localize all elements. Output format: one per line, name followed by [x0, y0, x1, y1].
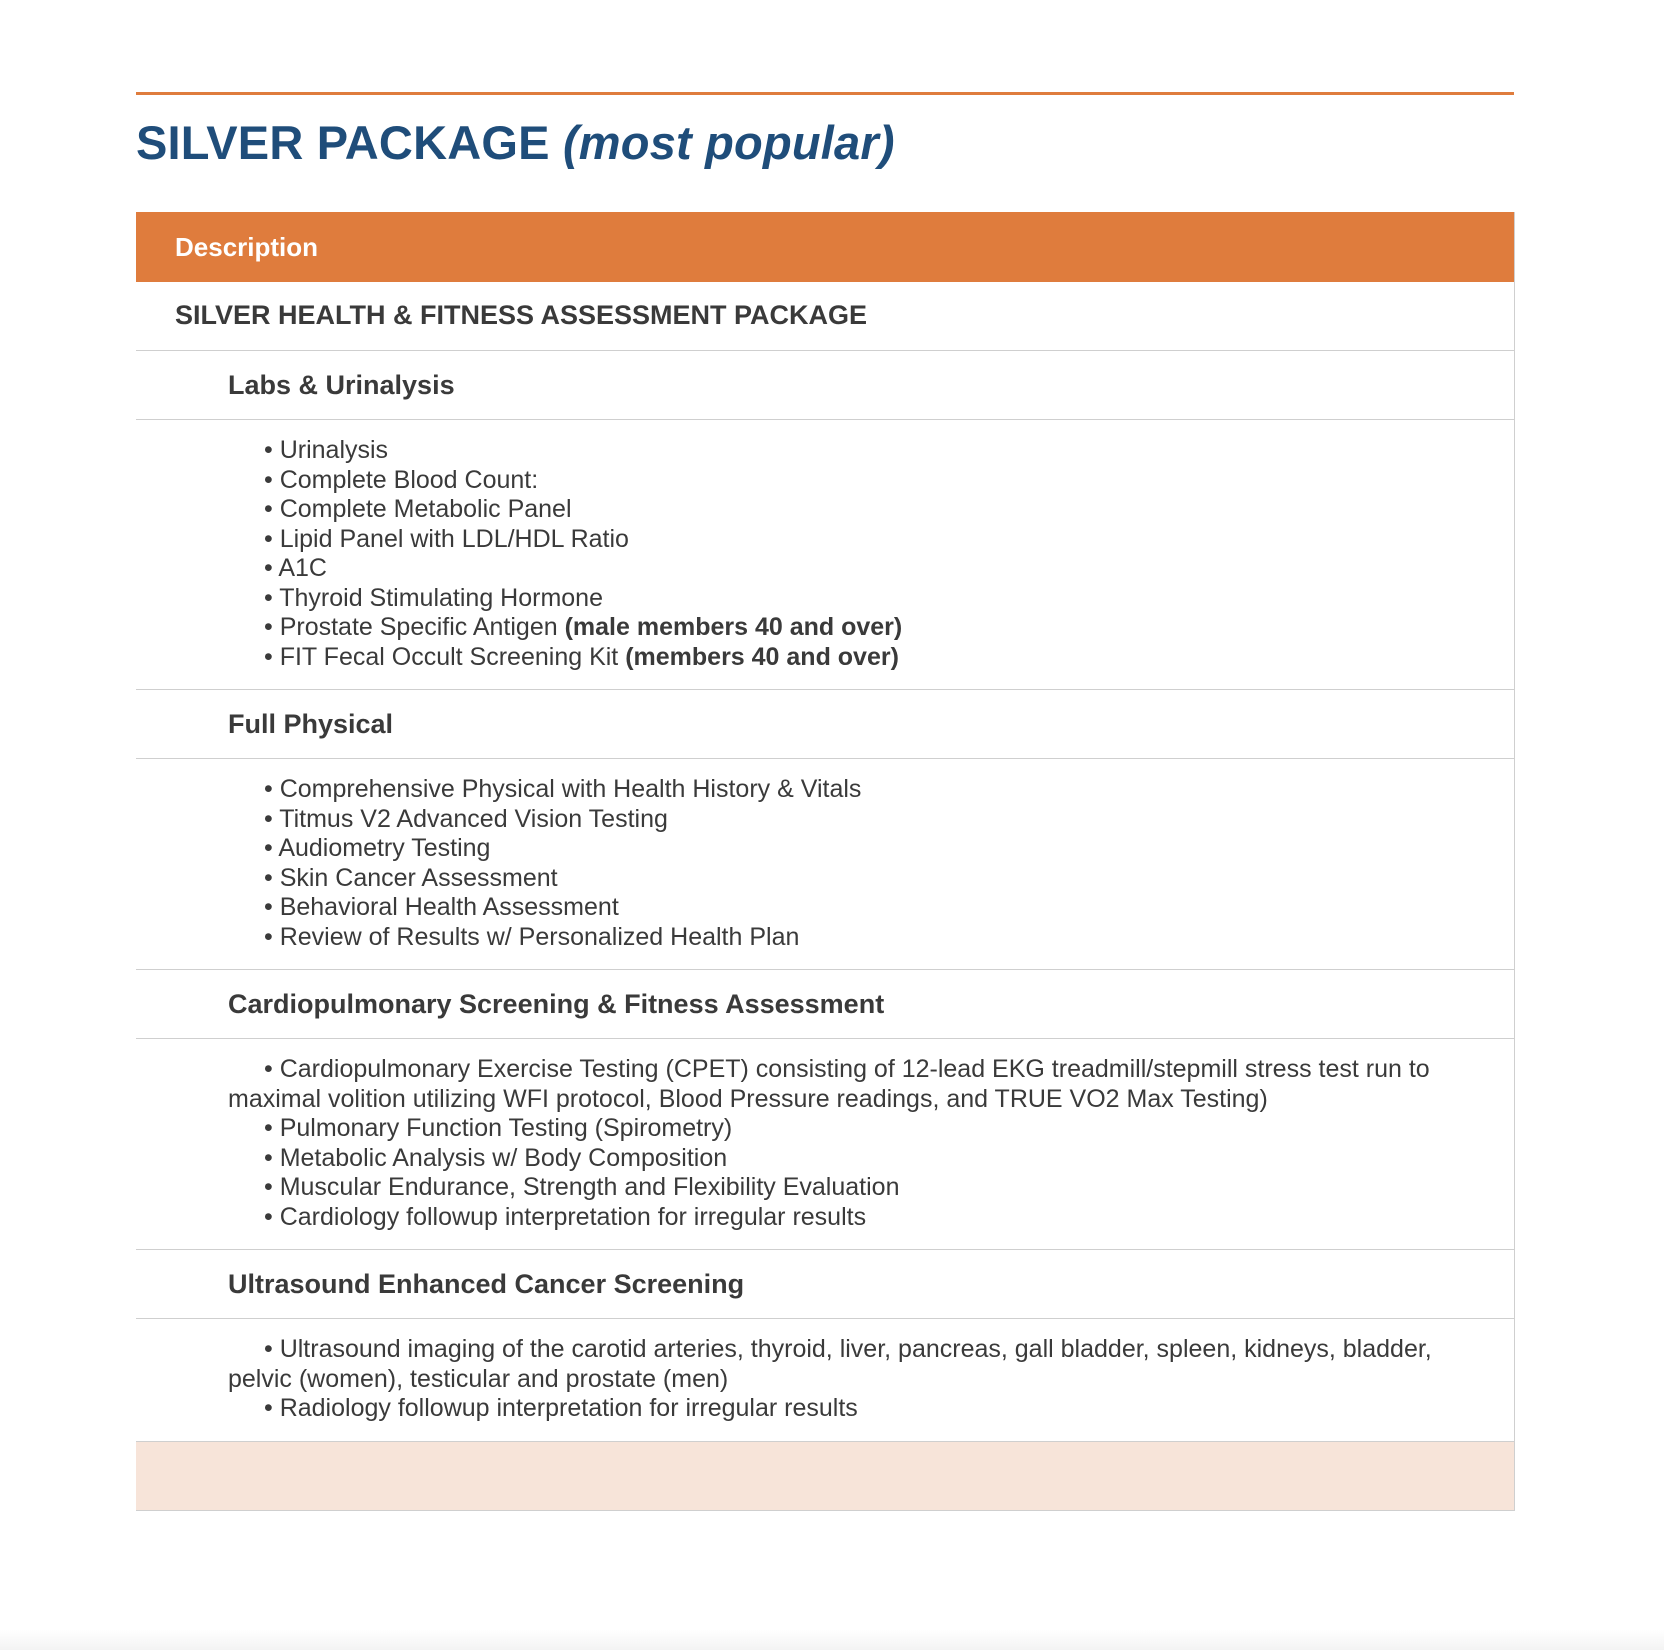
- list-item-text: • Urinalysis: [264, 436, 389, 464]
- list-item: [228, 1173, 1494, 1203]
- list-item-text: • Cardiology followup interpretation for irregular results: [264, 1202, 867, 1231]
- section-item-list: [136, 1319, 1514, 1442]
- section-heading: Full Physical: [136, 690, 1514, 759]
- list-item: [228, 436, 1494, 466]
- table-footer-row: [136, 1442, 1514, 1511]
- list-item-text: • Pulmonary Function Testing (Spirometry): [264, 1114, 733, 1142]
- section-heading: Cardiopulmonary Screening & Fitness Assessment: [136, 970, 1514, 1039]
- package-table: [136, 212, 1515, 1511]
- section-heading: Ultrasound Enhanced Cancer Screening: [136, 1250, 1514, 1319]
- list-item: [228, 525, 1494, 555]
- list-item: [228, 554, 1494, 584]
- list-item-text: • Complete Blood Count:: [264, 465, 539, 494]
- section-heading: Labs & Urinalysis: [136, 351, 1514, 420]
- page-title: [136, 115, 1514, 171]
- list-item: [228, 466, 1494, 496]
- list-item-text: • Metabolic Analysis w/ Body Composition: [264, 1143, 728, 1172]
- list-item-text: • Lipid Panel with LDL/HDL Ratio: [264, 524, 629, 553]
- list-item: [228, 1203, 1494, 1233]
- list-item: [228, 805, 1494, 835]
- package-name-row: SILVER HEALTH & FITNESS ASSESSMENT PACKAGE: [136, 282, 1514, 351]
- list-item-text: • Radiology followup interpretation for irregular results: [264, 1394, 858, 1422]
- list-item-text: • Ultrasound imaging of the carotid arteries, thyroid, liver, pancreas, gall bladder, spleen, kidneys, bladder, pelvic (women), testicular and prostate (men): [228, 1335, 1432, 1393]
- list-item-text: • Review of Results w/ Personalized Health Plan: [264, 922, 800, 951]
- list-item-text: • Muscular Endurance, Strength and Flexibility Evaluation: [264, 1173, 900, 1201]
- list-item: [228, 495, 1494, 525]
- list-item-text: • Prostate Specific Antigen: [264, 613, 565, 641]
- list-item-text: • Titmus V2 Advanced Vision Testing: [264, 804, 668, 833]
- section-item-list: [136, 759, 1514, 970]
- table-header: Description: [136, 212, 1514, 282]
- sections-container: [136, 351, 1514, 1442]
- bottom-shade: [0, 1630, 1664, 1650]
- section-item-list: [136, 1039, 1514, 1250]
- document-page: [136, 92, 1514, 1511]
- list-item-text: • Thyroid Stimulating Hormone: [264, 583, 603, 612]
- list-item: [228, 643, 1494, 673]
- list-item-text: • Behavioral Health Assessment: [264, 893, 619, 921]
- list-item: [228, 834, 1494, 864]
- list-item-text: • FIT Fecal Occult Screening Kit: [264, 642, 626, 671]
- list-item-text: • A1C: [264, 554, 327, 582]
- list-item-text: • Audiometry Testing: [264, 834, 491, 862]
- list-item-note: (male members 40 and over): [564, 613, 903, 641]
- list-item: [228, 893, 1494, 923]
- list-item: [228, 1114, 1494, 1144]
- title-subtitle: (most popular): [562, 116, 895, 169]
- list-item: [228, 584, 1494, 614]
- list-item: [228, 1144, 1494, 1174]
- title-main: SILVER PACKAGE: [136, 116, 550, 169]
- list-item-text: • Skin Cancer Assessment: [264, 863, 558, 892]
- list-item: [228, 1394, 1494, 1424]
- list-item: [228, 864, 1494, 894]
- list-item: [228, 1055, 1494, 1114]
- list-item: [228, 775, 1494, 805]
- list-item-text: • Cardiopulmonary Exercise Testing (CPET) consisting of 12-lead EKG treadmill/stepmill stress test run to maximal volition utilizing WFI protocol, Blood Pressure readings, and TRUE VO2 Max Testing): [228, 1055, 1430, 1113]
- list-item: [228, 1335, 1494, 1394]
- list-item-note: (members 40 and over): [625, 642, 899, 671]
- section-item-list: [136, 420, 1514, 690]
- list-item: [228, 923, 1494, 953]
- list-item-text: • Complete Metabolic Panel: [264, 495, 572, 523]
- list-item: [228, 613, 1494, 643]
- list-item-text: • Comprehensive Physical with Health History & Vitals: [264, 775, 862, 803]
- top-divider: [136, 92, 1514, 95]
